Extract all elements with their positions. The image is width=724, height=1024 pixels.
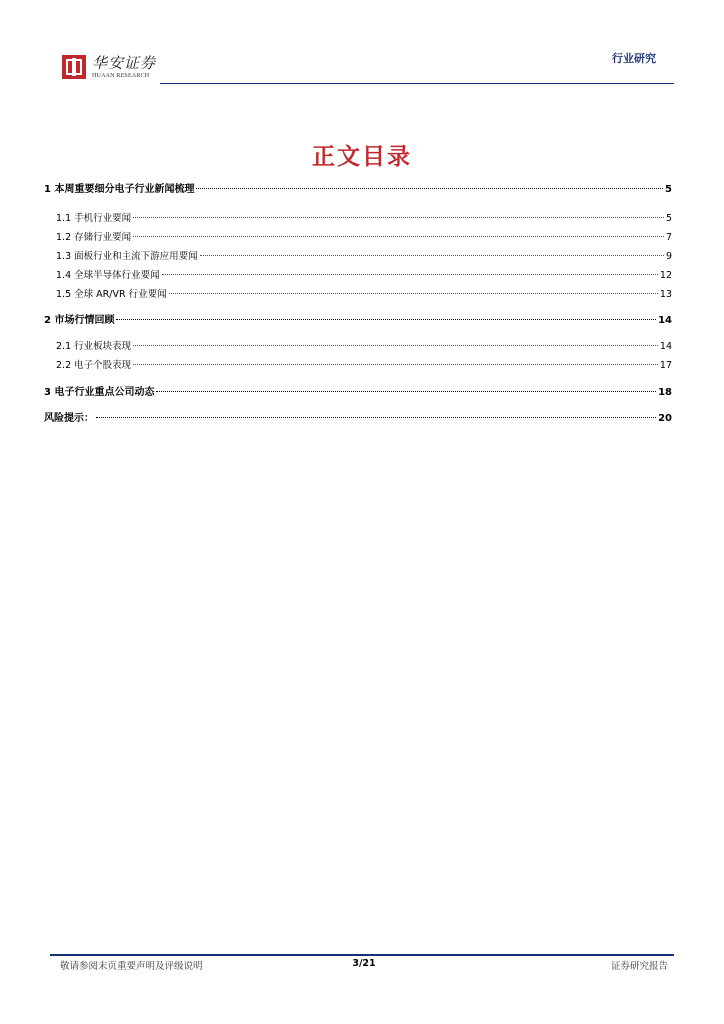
toc-entry-text: 2.2 电子个股表现 [56, 360, 132, 371]
toc-entry[interactable] [44, 209, 672, 224]
report-category-label: 行业研究 [612, 52, 656, 65]
toc-entry-text: 2.1 行业板块表现 [56, 341, 132, 352]
toc-entry-page: 14 [659, 341, 672, 352]
toc-entry-text: 1.2 存储行业要闻 [56, 232, 132, 243]
toc-leader-dots [133, 353, 658, 365]
company-logo [62, 55, 156, 81]
toc-title: 正文目录 [312, 144, 412, 170]
toc-entry-text: 1.3 面板行业和主流下游应用要闻 [56, 251, 198, 262]
toc-leader-dots [96, 406, 656, 418]
toc-entry[interactable] [44, 409, 672, 424]
toc-entry-page: 17 [659, 360, 672, 371]
toc-entry[interactable] [44, 337, 672, 352]
toc-leader-dots [133, 206, 664, 218]
report-type-label: 证券研究报告 [610, 961, 668, 972]
toc-entry-page: 14 [658, 315, 672, 326]
toc-entry-page: 20 [658, 413, 672, 424]
toc-entry[interactable] [44, 285, 672, 300]
toc-entry-page: 5 [665, 213, 672, 224]
toc-entry-text: 2 市场行情回顾 [44, 315, 115, 326]
toc-leader-dots [133, 334, 658, 346]
toc-entry-page: 7 [665, 232, 672, 243]
toc-leader-dots [162, 263, 658, 275]
toc-entry-page: 5 [665, 184, 672, 195]
toc-entry-text: 3 电子行业重点公司动态 [44, 387, 155, 398]
disclaimer-note: 敬请参阅末页重要声明及评级说明 [60, 961, 203, 972]
toc-entry[interactable] [44, 247, 672, 262]
toc-leader-dots [116, 308, 656, 320]
page-number: 3/21 [352, 958, 376, 969]
header-divider [160, 83, 674, 84]
toc-entry[interactable] [44, 383, 672, 398]
toc-leader-dots [169, 282, 658, 294]
toc-entry[interactable] [44, 228, 672, 243]
logo-text [92, 55, 156, 80]
toc-entry-page: 9 [665, 251, 672, 262]
toc-entry-text: 1 本周重要细分电子行业新闻梳理 [44, 184, 195, 195]
toc-entry-page: 13 [659, 289, 672, 300]
logo-emblem-icon [62, 55, 86, 79]
toc-leader-dots [196, 177, 663, 189]
page-footer [60, 958, 668, 972]
toc-leader-dots [133, 225, 664, 237]
toc-entry-text: 1.1 手机行业要闻 [56, 213, 132, 224]
toc-entry[interactable] [44, 311, 672, 326]
toc-entry-page: 18 [658, 387, 672, 398]
toc-leader-dots [156, 380, 656, 392]
logo-english-name: HUAAN RESEARCH [92, 73, 150, 79]
toc-entry[interactable] [44, 180, 672, 195]
logo-chinese-name: 华安证券 [92, 54, 157, 72]
toc-entry-text: 1.5 全球 AR/VR 行业要闻 [56, 289, 167, 300]
toc-entry-text: 1.4 全球半导体行业要闻 [56, 270, 160, 281]
toc-entry[interactable] [44, 356, 672, 371]
toc-leader-dots [200, 244, 664, 256]
toc-entry-text: 风险提示： [44, 413, 94, 424]
toc-entry-page: 12 [659, 270, 672, 281]
toc-entry[interactable] [44, 266, 672, 281]
footer-divider [50, 954, 674, 956]
